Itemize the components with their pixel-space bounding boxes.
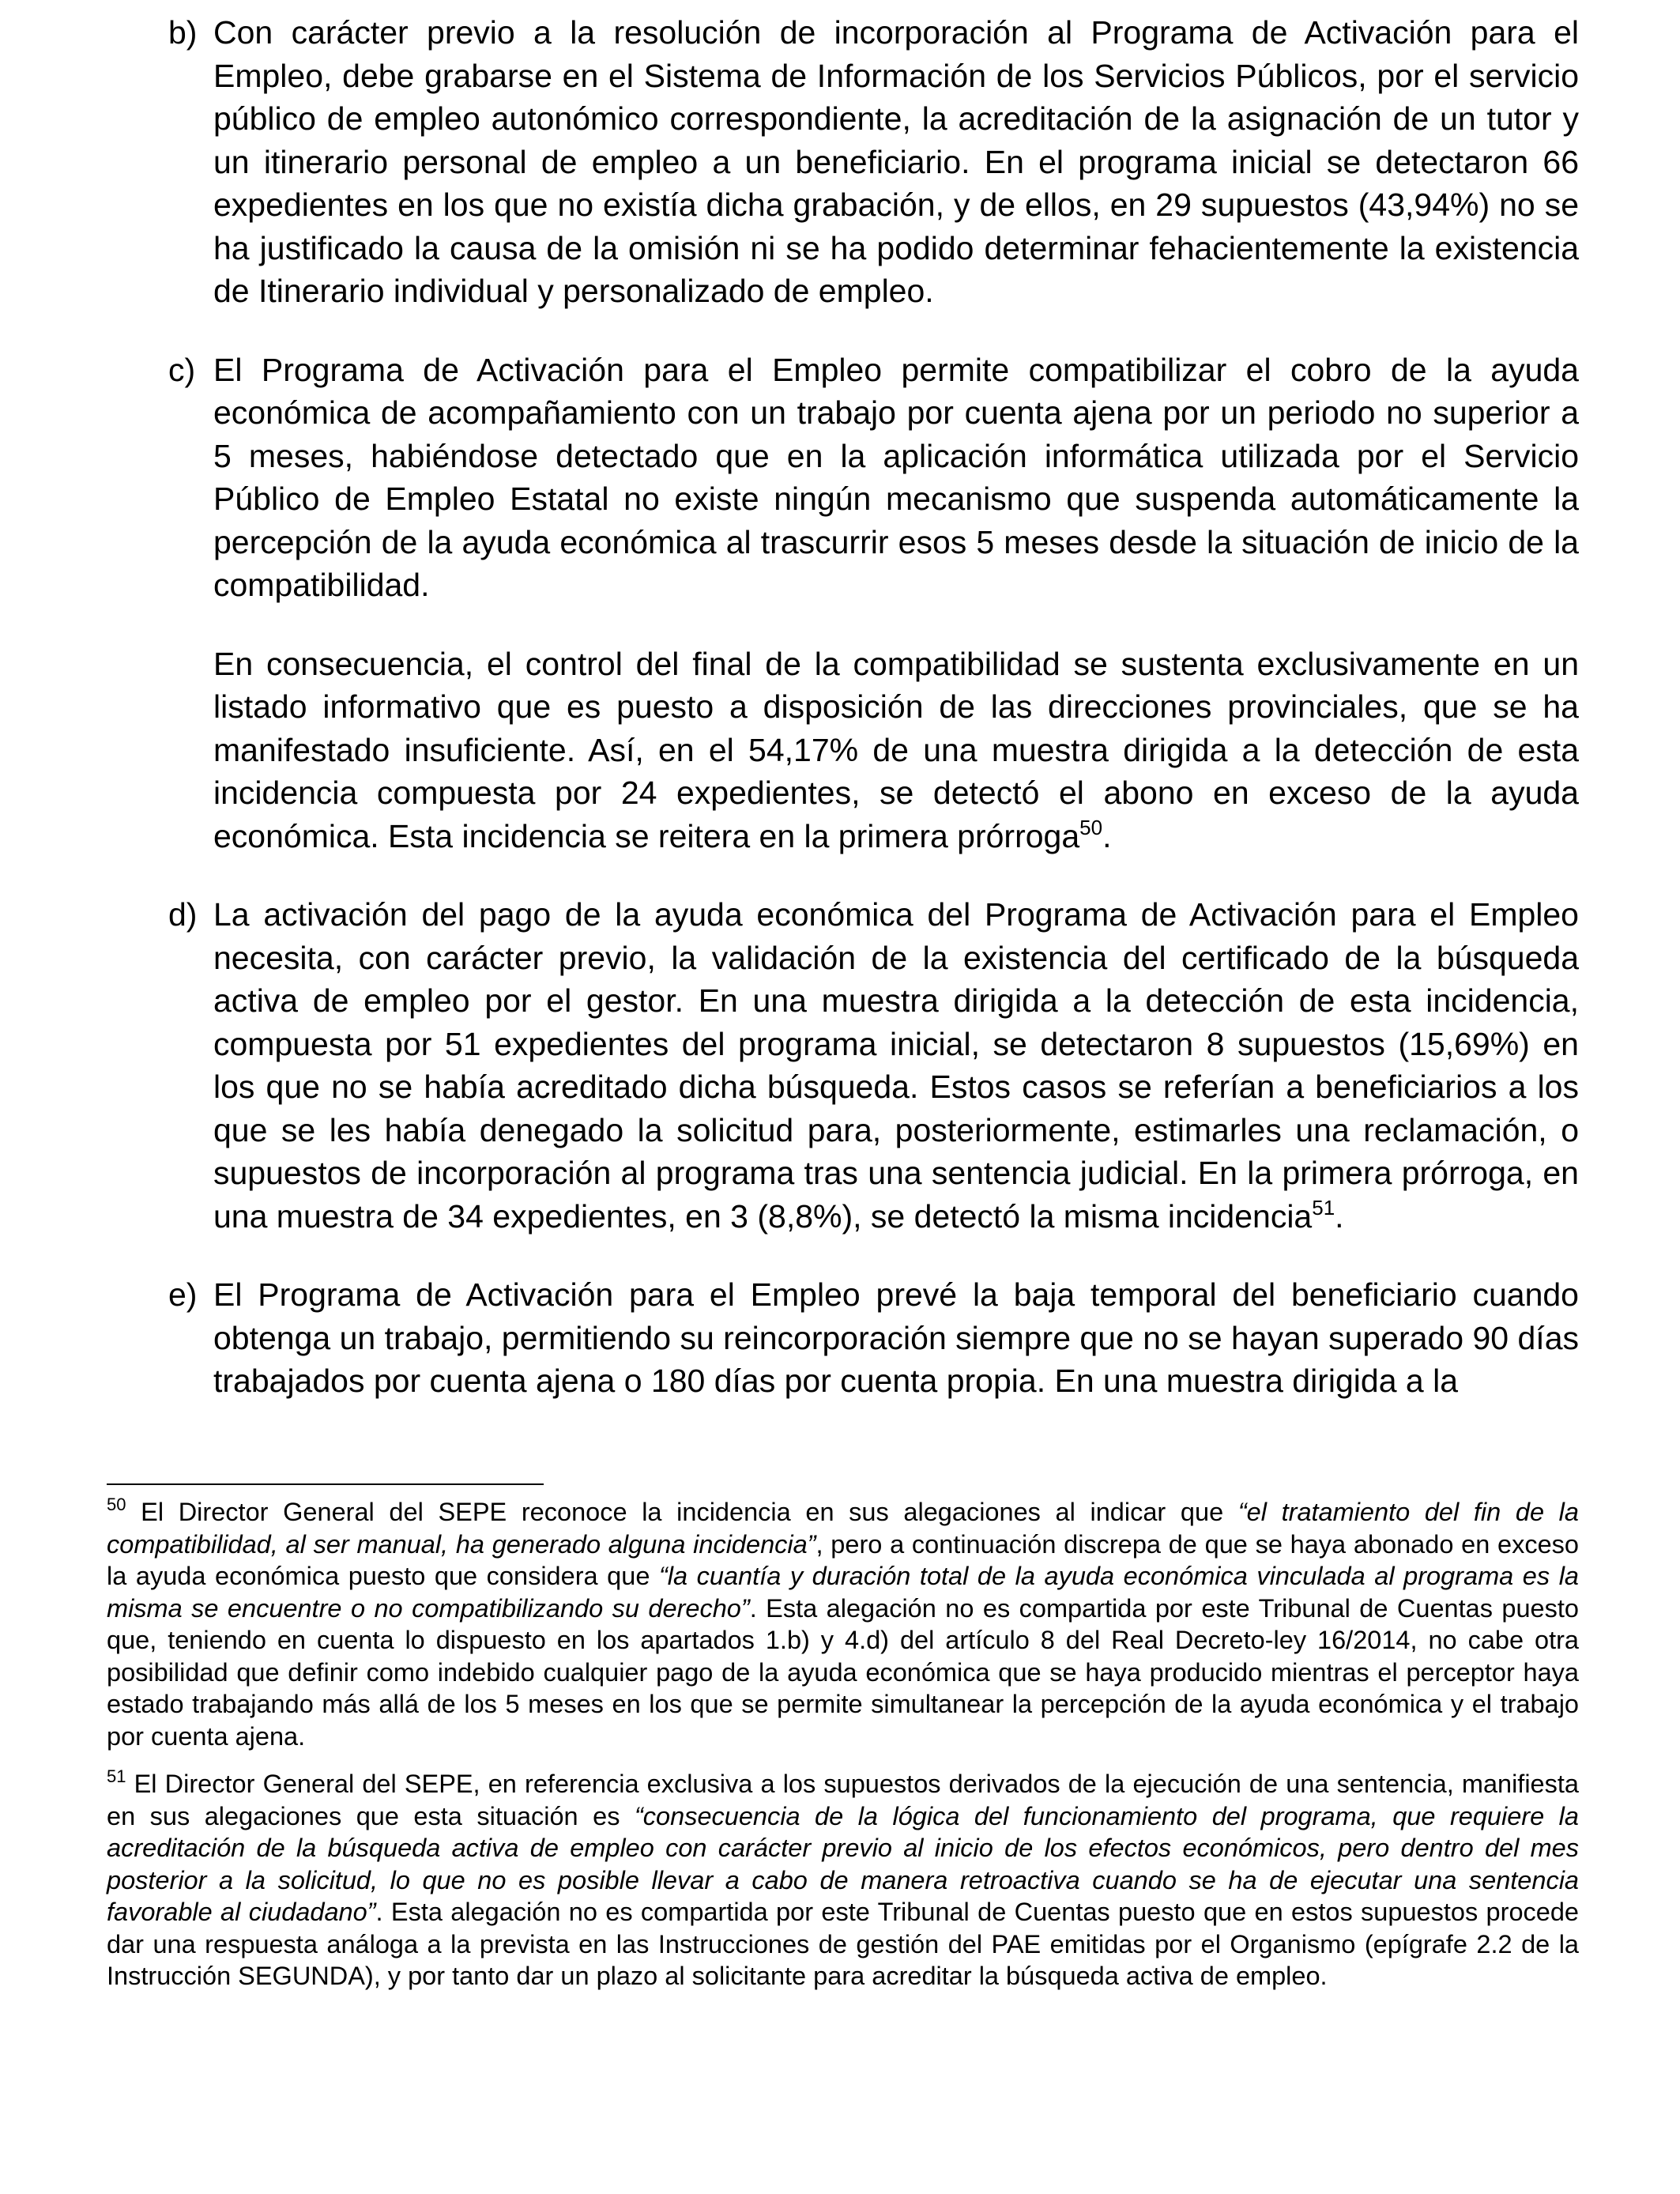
footnote-quote: “el tratamiento del fin de la compatibilidad, al ser manual, ha generado alguna incidencia” xyxy=(107,1498,1579,1559)
footnote-text: El Director General del SEPE reconoce la incidencia en sus alegaciones al indicar que xyxy=(126,1498,1238,1526)
list-item-e xyxy=(164,1273,1579,1403)
paragraph-text: La activación del pago de la ayuda económica del Programa de Activación para el Empleo necesita, con carácter previo, la validación de la existencia del certificado de la búsqueda activa de empleo por el gestor. En una muestra dirigida a la detección de esta incidencia, compuesta por 51 expedientes del programa inicial, se detectaron 8 supuestos (15,69%) en los que no se había acreditado dicha búsqueda. Estos casos se referían a beneficiarios a los que se les había denegado la solicitud para, posteriormente, estimarles una reclamación, o supuestos de incorporación al programa tras una sentencia judicial. En la primera prórroga, en una muestra de 34 expedientes, en 3 (8,8%), se detectó la misma incidencia xyxy=(213,896,1579,1235)
footnote-reference[interactable]: 50 xyxy=(1079,815,1103,839)
footnote-51 xyxy=(107,1768,1579,1992)
footnote-reference[interactable]: 51 xyxy=(1312,1195,1335,1220)
list-item-d xyxy=(164,893,1579,1238)
footnote-50 xyxy=(107,1496,1579,1752)
paragraph-end: . xyxy=(1102,817,1112,854)
list-item-c xyxy=(164,349,1579,858)
item-paragraph-continued xyxy=(213,643,1579,858)
item-marker: c) xyxy=(168,351,196,388)
footnote-quote: “consecuencia de la lógica del funcionamiento del programa, que requiere la acreditación de la búsqueda activa de empleo con carácter previo al inicio de los efectos económicos, pero dentro del mes posterior a la solicitud, lo que no es posible llevar a cabo de manera retroactiva cuando se ha de ejecutar una sentencia favorable al ciudadano” xyxy=(107,1801,1579,1926)
footnote-text: , pero a continuación discrepa de que se haya abonado en exceso la ayuda económica puesto que considera que xyxy=(107,1529,1580,1590)
item-marker: e) xyxy=(168,1276,198,1313)
paragraph-end: . xyxy=(1335,1197,1344,1235)
footnotes xyxy=(107,1496,1579,2008)
footnote-quote: “la cuantía y duración total de la ayuda económica vinculada al programa es la misma se encuentre o no compatibilizando su derecho” xyxy=(107,1562,1579,1623)
footnote-text: . Esta alegación no es compartida por este Tribunal de Cuentas puesto que, teniendo en cuenta lo dispuesto en los apartados 1.b) y 4.d) del artículo 8 del Real Decreto-ley 16/2014, no cabe otra posibilidad que definir como indebido cualquier pago de la ayuda económica que se haya producido mientras el perceptor haya estado trabajando más allá de los 5 meses en los que se permite simultanear la percepción de la ayuda económica y el trabajo por cuenta ajena. xyxy=(107,1593,1579,1751)
item-marker: b) xyxy=(168,14,198,51)
footnote-separator xyxy=(107,1483,544,1485)
footnote-text: . Esta alegación no es compartida por este Tribunal de Cuentas puesto que en estos supuestos procede dar una respuesta análoga a la prevista en las Instrucciones de gestión del PAE emitidas por el Organismo (epígrafe 2.2 de la Instrucción SEGUNDA), y por tanto dar un plazo al solicitante para acreditar la búsqueda activa de empleo. xyxy=(107,1898,1579,1990)
body-list xyxy=(164,11,1579,1438)
list-item-b xyxy=(164,11,1579,313)
footnote-text: El Director General del SEPE, en referencia exclusiva a los supuestos derivados de la ejecución de una sentencia, manifiesta en sus alegaciones que esta situación es xyxy=(107,1770,1579,1830)
item-paragraph xyxy=(213,893,1579,1238)
item-paragraph: El Programa de Activación para el Empleo permite compatibilizar el cobro de la ayuda económica de acompañamiento con un trabajo por cuenta ajena por un periodo no superior a 5 meses, habiéndose detectado que en la aplicación informática utilizada por el Servicio Público de Empleo Estatal no existe ningún mecanismo que suspenda automáticamente la percepción de la ayuda económica al trascurrir esos 5 meses desde la situación de inicio de la compatibilidad. xyxy=(213,351,1579,603)
item-paragraph: Con carácter previo a la resolución de incorporación al Programa de Activación para el Empleo, debe grabarse en el Sistema de Información de los Servicios Públicos, por el servicio público de empleo autonómico correspondiente, la acreditación de la asignación de un tutor y un itinerario personal de empleo a un beneficiario. En el programa inicial se detectaron 66 expedientes en los que no existía dicha grabación, y de ellos, en 29 supuestos (43,94%) no se ha justificado la causa de la omisión ni se ha podido determinar fehacientemente la existencia de Itinerario individual y personalizado de empleo. xyxy=(213,14,1579,309)
paragraph-text: En consecuencia, el control del final de la compatibilidad se sustenta exclusivamente en un listado informativo que es puesto a disposición de las direcciones provinciales, que se ha manifestado insuficiente. Así, en el 54,17% de una muestra dirigida a la detección de esta incidencia compuesta por 24 expedientes, se detectó el abono en exceso de la ayuda económica. Esta incidencia se reitera en la primera prórroga xyxy=(213,645,1579,854)
footnote-number: 50 xyxy=(107,1495,126,1514)
item-paragraph: El Programa de Activación para el Empleo prevé la baja temporal del beneficiario cuando obtenga un trabajo, permitiendo su reincorporación siempre que no se hayan superado 90 días trabajados por cuenta ajena o 180 días por cuenta propia. En una muestra dirigida a la xyxy=(213,1276,1579,1399)
item-marker: d) xyxy=(168,896,198,933)
footnote-number: 51 xyxy=(107,1766,126,1786)
